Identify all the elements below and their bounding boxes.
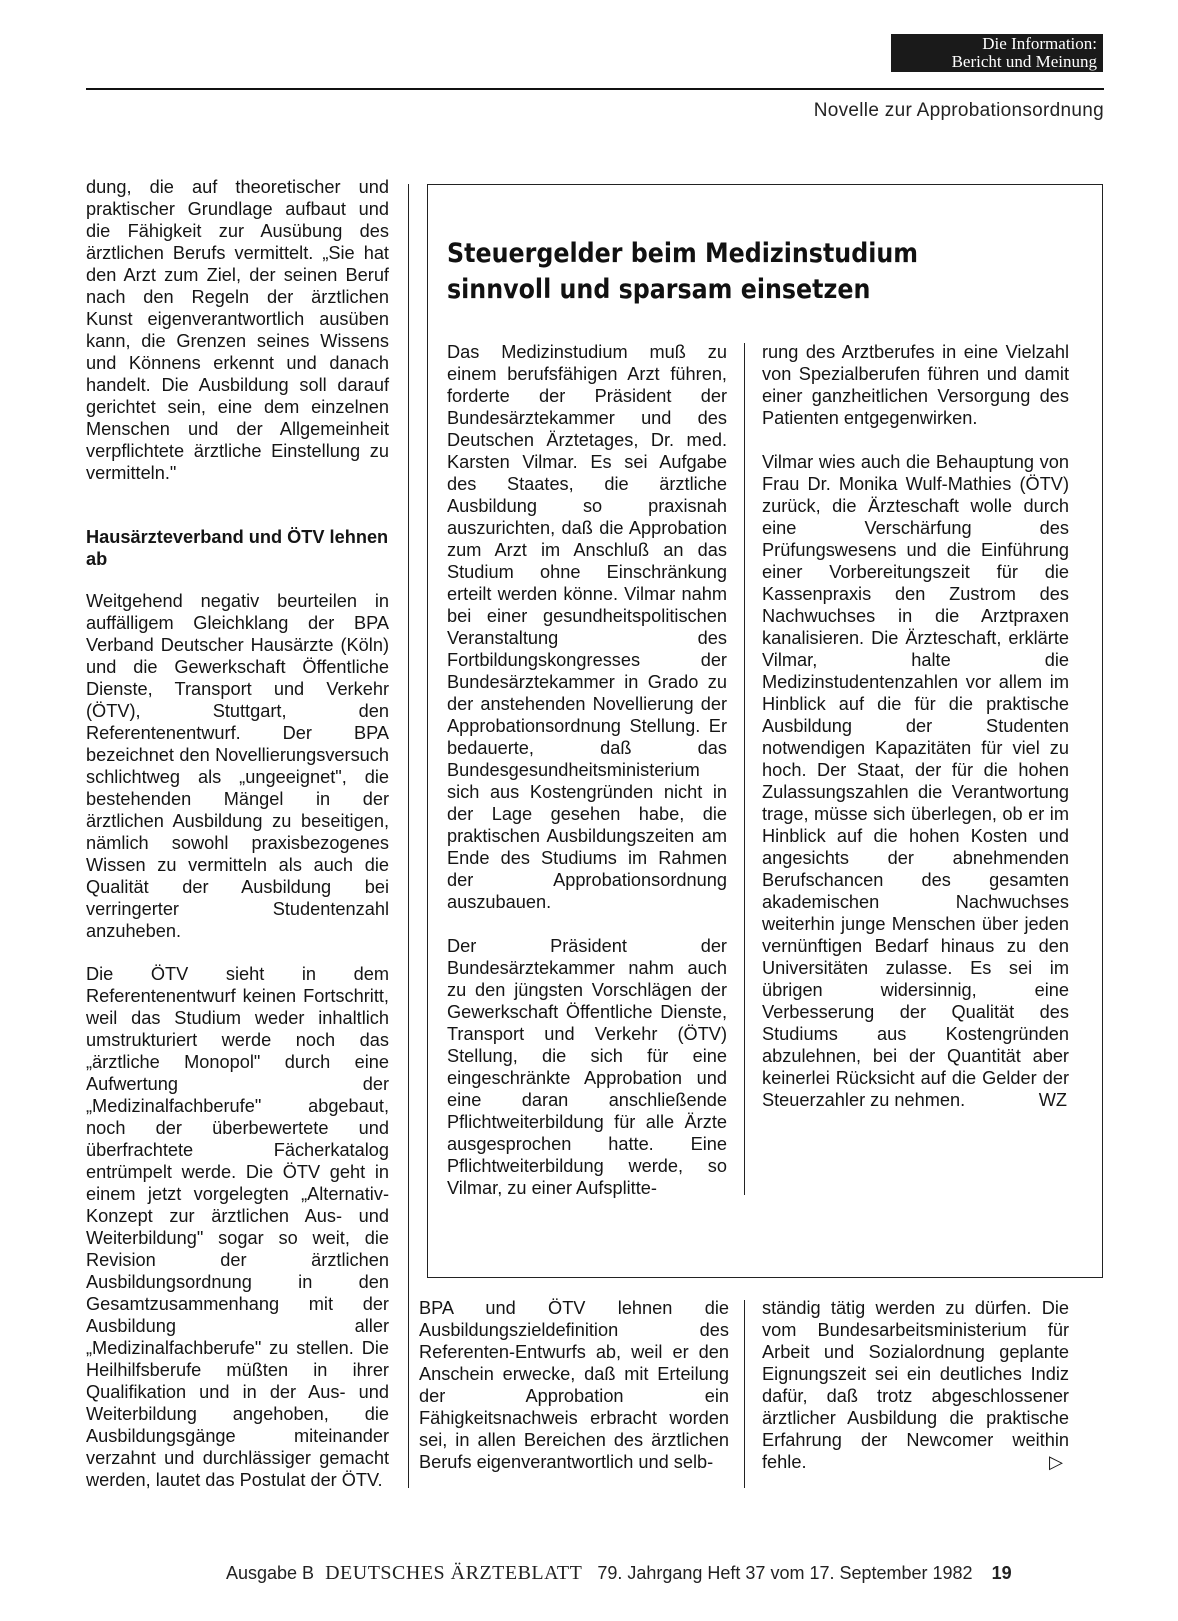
boxed-article-title [447,236,940,308]
page-subtitle: Novelle zur Approbationsordnung [813,100,1104,121]
column-rule-left [408,184,409,1488]
box-col1-paragraph-1: Das Medizinstudium muß zu einem berufsfähigen Arzt führen, forderte der Präsident der Bundesärztekammer und des Deutschen Ärztetages, Dr. med. Karsten Vilmar. Es sei Aufgabe des Staates, die ärztliche Ausbildung so praxisnah auszurichten, daß die Approbation zum Arzt im Anschluß an das Studium ohne Einschränkung erteilt werden könne. Vilmar nahm bei einer gesundheitspolitischen Veranstaltung des Fortbildungskongresses der Bundesärztekammer in Grado zu der anstehenden Novellierung der Approbationsordnung Stellung. Er bedauerte, daß das Bundesgesundheitsministerium sich aus Kostengründen nicht in der Lage gesehen habe, die praktischen Ausbildungszeiten am Ende des Studiums im Rahmen der Approbationsordnung auszubauen. [447,342,727,912]
box-column-1 [447,341,727,1199]
lower-column-1 [419,1297,729,1473]
box-col2-paragraph-2: Vilmar wies auch die Behauptung von Frau Dr. Monika Wulf-Mathies (ÖTV) zurück, die Ärzteschaft wolle durch eine Verschärfung des Prüfungswesens und die Einführung einer Vorbereitungszeit für die Kassenpraxis den Zustrom des Nachwuchses in die Arztpraxen kanalisieren. Die Ärzteschaft, erklärte Vilmar, halte die Medizinstudentenzahlen vor allem im Hinblick auf die für die praktische Ausbildung der Studenten notwendigen Kapazitäten für viel zu hoch. Der Staat, der für die hohen Zulassungszahlen die Verantwortung trage, müsse sich überlegen, ob er im Hinblick auf die hohen Kosten und angesichts der abnehmenden Berufschancen des gesamten akademischen Nachwuchses weiterhin junge Menschen über jeden vernünftigen Bedarf hinaus zu den Universitäten zulasse. Es sei im übrigen widersinnig, eine Verbesserung der Qualität des Studiums aus Kostengründen abzulehnen, bei der Quantität aber keinerlei Rücksicht auf die Gelder der Steuerzahler zu nehmen. WZ [762,452,1069,1110]
section-badge [891,34,1103,72]
footer-edition: Ausgabe B [226,1563,315,1583]
footer-magazine: DEUTSCHES ÄRZTEBLATT [325,1562,583,1584]
badge-line-2: Bericht und Meinung [951,52,1097,71]
page-footer [226,1562,1012,1585]
box-column-2 [762,341,1069,1111]
lower-col2-paragraph: ständig tätig werden zu dürfen. Die vom Bundesarbeitsministerium für Arbeit und Sozialordnung geplante Eignungszeit sei ein deutliches Indiz dafür, daß trotz abgeschlossener ärztlicher Ausbildung die praktische Erfahrung der Newcomer weithin fehle. ▷ [762,1298,1069,1472]
box-col2-paragraph-1: rung des Arztberufes in eine Vielzahl von Spezialberufen führen und damit einer ganzheitlichen Versorgung des Patienten entgegenwirken. [762,342,1069,428]
header-rule [86,88,1104,90]
left-column [86,176,389,1491]
author-signature: WZ [1038,1090,1067,1110]
left-paragraph-2: Weitgehend negativ beurteilen in auffälligem Gleichklang der BPA Verband Deutscher Hausärzte (Köln) und die Gewerkschaft Öffentliche Dienste, Transport und Verkehr (ÖTV), Stuttgart, den Referentenentwurf. Der BPA bezeichnet den Novellierungsversuch schlichtweg als „ungeeignet", die bestehenden Mängel in der ärztlichen Ausbildung zu beseitigen, nämlich sowohl praxisbezogenes Wissen zu vermitteln als auch die Qualität der Ausbildung bei verringerter Studentenzahl anzuheben. [86,591,389,941]
lower-column-rule [744,1300,745,1488]
title-line-2: sinnvoll und sparsam einsetzen [447,274,871,305]
page-number: 19 [991,1563,1012,1583]
section-heading: Hausärzteverband und ÖTV lehnen ab [86,527,389,569]
left-paragraph-3: Die ÖTV sieht in dem Referentenentwurf keinen Fortschritt, weil das Studium weder inhaltlich umstrukturiert werde noch das „ärztliche Monopol" durch eine Aufwertung der „Medizinalfachberufe" abgebaut, noch der überbewertete und überfrachtete Fächerkatalog entrümpelt werde. Die ÖTV geht in einem jetzt vorgelegten „Alternativ-Konzept zur ärztlichen Aus- und Weiterbildung" sogar so weit, die Revision der ärztlichen Ausbildungsordnung in den Gesamtzusammenhang mit der Ausbildung aller „Medizinalfachberufe" zu stellen. Die Heilhilfsberufe müßten in ihrer Qualifikation und in der Aus- und Weiterbildung angehoben, die Ausbildungsgänge miteinander verzahnt und durchlässiger gemacht werden, lautet das Postulat der ÖTV. [86,964,389,1490]
box-col1-paragraph-2: Der Präsident der Bundesärztekammer nahm auch zu den jüngsten Vorschlägen der Gewerkschaft Öffentliche Dienste, Transport und Verkehr (ÖTV) Stellung, die sich für eine eingeschränkte Approbation und eine daran anschließende Pflichtweiterbildung für alle Ärzte ausgesprochen hatte. Eine Pflichtweiterbildung werde, so Vilmar, zu einer Aufsplitte- [447,936,727,1198]
continue-arrow-icon: ▷ [1049,1452,1063,1472]
lower-column-2 [762,1297,1069,1473]
box-column-rule [744,343,745,1195]
badge-line-1: Die Information: [982,34,1097,53]
footer-issue: 79. Jahrgang Heft 37 vom 17. September 1982 [597,1563,973,1583]
left-paragraph-1: dung, die auf theoretischer und praktischer Grundlage aufbaut und die Fähigkeit zur Ausübung des ärztlichen Berufs vermittelt. „Sie hat den Arzt zum Ziel, der seinen Beruf nach den Regeln der ärztlichen Kunst eigenverantwortlich ausüben kann, die Grenzen seines Wissens und Könnens erkennt und danach handelt. Die Ausbildung soll darauf gerichtet sein, eine dem einzelnen Menschen und der Allgemeinheit verpflichtete ärztliche Einstellung zu vermitteln." [86,177,389,483]
lower-col1-paragraph: BPA und ÖTV lehnen die Ausbildungszieldefinition des Referenten-Entwurfs ab, weil er den Anschein erwecke, daß mit Erteilung der Approbation ein Fähigkeitsnachweis erbracht worden sei, in allen Bereichen des ärztlichen Berufs eigenverantwortlich und selb- [419,1298,729,1472]
title-line-1: Steuergelder beim Medizinstudium [447,238,919,269]
